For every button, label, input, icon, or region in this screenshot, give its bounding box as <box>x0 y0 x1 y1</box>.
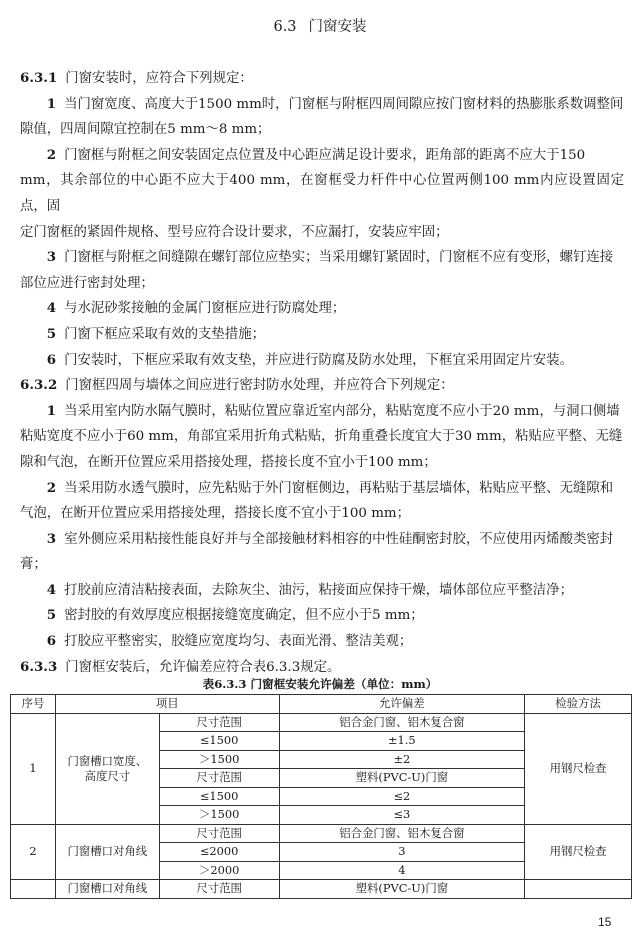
clause-6-3-1 <box>20 66 624 92</box>
tolerance-cell: ≤2 <box>279 787 525 806</box>
clause-text: 门窗框四周与墙体之间应进行密封防水处理，并应符合下列规定： <box>65 378 454 394</box>
item-number: 4 <box>46 300 57 317</box>
item-text: 门窗下框应采取有效的支垫措施； <box>64 326 265 342</box>
range-cell: ≤1500 <box>159 787 279 806</box>
list-item <box>20 348 624 374</box>
method-cell: 用钢尺检查 <box>525 824 632 880</box>
tolerance-cell: 铝合金门窗、铝木复合窗 <box>279 713 525 732</box>
clause-text: 门窗框安装后，允许偏差应符合表6.3.3规定。 <box>65 659 341 675</box>
item-number: 2 <box>46 146 57 163</box>
range-cell: 尺寸范围 <box>159 880 279 899</box>
list-item-continuation <box>20 220 624 246</box>
item-text: 当采用室内防水隔气膜时，粘贴位置应靠近室内部分，粘贴宽度不应小于20 mm，与洞口侧墙 <box>64 403 620 419</box>
list-item <box>20 578 624 604</box>
item-text: 打胶应平整密实，胶缝应宽度均匀、表面光滑、整洁美观； <box>64 634 413 650</box>
clause-number: 6.3.1 <box>20 70 58 86</box>
header-item: 项目 <box>55 695 279 714</box>
item-number: 6 <box>46 633 57 650</box>
list-item <box>20 603 624 629</box>
item-text: 定门窗框的紧固件规格、型号应符合设计要求，不应漏打，安装应牢固； <box>20 224 449 240</box>
clause-number: 6.3.3 <box>20 658 58 675</box>
tolerance-cell: 铝合金门窗、铝木复合窗 <box>279 824 525 843</box>
item-text: 隙和气泡，在断开位置应采用搭接处理，搭接长度不宜小于100 mm； <box>20 454 437 470</box>
item-text: 膏； <box>20 557 47 573</box>
item-number: 3 <box>46 530 57 547</box>
tolerance-cell: ≤3 <box>279 806 525 825</box>
table-row <box>11 824 632 843</box>
page-number: 15 <box>598 915 612 929</box>
list-item <box>20 476 624 502</box>
item-text: 当采用防水透气膜时，应先粘贴于外门窗框侧边，再粘贴于基层墙体，粘贴应平整、无缝隙和 <box>64 480 614 496</box>
range-cell: ＞2000 <box>159 861 279 880</box>
list-item-continuation <box>20 424 624 450</box>
list-item <box>20 245 624 271</box>
list-item <box>20 143 624 169</box>
item-number: 5 <box>46 607 57 624</box>
tolerance-cell: 塑料(PVC-U)门窗 <box>279 880 525 899</box>
item-text: 粘贴宽度不应小于60 mm，角部宜采用折角式粘贴，折角重叠长度宜大于30 mm，粘贴应平整、无缝 <box>20 429 623 445</box>
range-cell: ＞1500 <box>159 750 279 769</box>
method-cell: 用钢尺检查 <box>525 713 632 824</box>
range-cell: ≤2000 <box>159 843 279 862</box>
item-number: 5 <box>46 325 57 342</box>
section-title-text: 门窗安装 <box>308 19 367 35</box>
item-number: 3 <box>46 249 57 266</box>
table-row <box>11 880 632 899</box>
list-item-continuation <box>20 450 624 476</box>
section-title <box>0 15 640 36</box>
item-text: 门窗框与附框之间缝隙在螺钉部位应垫实；当采用螺钉紧固时，门窗框不应有变形，螺钉连接 <box>64 250 614 266</box>
header-method: 检验方法 <box>525 695 632 714</box>
list-item-continuation <box>20 501 624 527</box>
item-text: 室外侧应采用粘接性能良好并与全部接触材料相容的中性硅酮密封胶，不应使用丙烯酸类密封 <box>64 531 614 547</box>
list-item <box>20 527 624 553</box>
item-number: 2 <box>46 479 57 496</box>
item-cell: 门窗槽口对角线 <box>55 824 159 880</box>
range-cell: 尺寸范围 <box>159 769 279 788</box>
list-item <box>20 399 624 425</box>
table-caption: 表6.3.3 门窗框安装允许偏差（单位：mm） <box>202 677 438 691</box>
item-text: 与水泥砂浆接触的金属门窗框应进行防腐处理； <box>64 301 346 317</box>
list-item-continuation <box>20 271 624 297</box>
method-cell <box>525 880 632 899</box>
section-number: 6.3 <box>273 19 297 35</box>
header-tolerance: 允许偏差 <box>279 695 525 714</box>
list-item-continuation <box>20 168 624 219</box>
list-item-continuation <box>20 117 624 143</box>
tolerance-cell: 塑料(PVC-U)门窗 <box>279 769 525 788</box>
clause-number: 6.3.2 <box>20 377 58 394</box>
table-header-row <box>11 695 632 714</box>
header-seq: 序号 <box>11 695 56 714</box>
tolerance-cell: ±1.5 <box>279 732 525 751</box>
clause-6-3-2 <box>20 373 624 399</box>
item-text: 部位应进行密封处理； <box>20 275 154 291</box>
list-item <box>20 92 624 118</box>
item-number: 4 <box>46 581 57 598</box>
tolerance-cell: 3 <box>279 843 525 862</box>
item-number: 1 <box>46 95 57 112</box>
list-item <box>20 296 624 322</box>
item-text: 气泡，在断开位置应采用搭接处理，搭接长度不宜小于100 mm； <box>20 506 410 522</box>
item-text: 打胶前应清洁粘接表面，去除灰尘、油污，粘接面应保持干燥，墙体部位应平整洁净； <box>64 582 573 598</box>
seq-cell: 1 <box>11 713 56 824</box>
document-body <box>20 66 624 680</box>
range-cell: ＞1500 <box>159 806 279 825</box>
clause-text: 门窗安装时，应符合下列规定： <box>65 71 253 86</box>
range-cell: 尺寸范围 <box>159 713 279 732</box>
seq-cell <box>11 880 56 899</box>
item-text: mm，其余部位的中心距不应大于400 mm，在窗框受力杆件中心位置两侧100 mm内应设置固定点，固 <box>20 173 624 214</box>
item-text: 隙值，四周间隙宜控制在5 mm～8 mm； <box>20 122 271 138</box>
item-number: 1 <box>46 402 57 419</box>
item-text: 门安装时，下框应采取有效支垫，并应进行防腐及防水处理，下框宜采用固定片安装。 <box>64 352 573 368</box>
item-cell: 门窗槽口对角线 <box>55 880 159 899</box>
range-cell: ≤1500 <box>159 732 279 751</box>
seq-cell: 2 <box>11 824 56 880</box>
tolerance-table <box>10 694 632 899</box>
table-row <box>11 713 632 732</box>
list-item <box>20 629 624 655</box>
item-text: 当门窗宽度、高度大于1500 mm时，门窗框与附框四周间隙应按门窗材料的热膨胀系数调整间 <box>64 96 624 112</box>
list-item <box>20 322 624 348</box>
tolerance-cell: 4 <box>279 861 525 880</box>
range-cell: 尺寸范围 <box>159 824 279 843</box>
tolerance-cell: ±2 <box>279 750 525 769</box>
item-text: 门窗框与附框之间安装固定点位置及中心距应满足设计要求，距角部的距离不应大于150 <box>64 147 586 163</box>
item-number: 6 <box>46 351 57 368</box>
item-cell: 门窗槽口宽度、 高度尺寸 <box>55 713 159 824</box>
list-item-continuation <box>20 552 624 578</box>
item-text: 密封胶的有效厚度应根据接缝宽度确定，但不应小于5 mm； <box>64 608 424 624</box>
